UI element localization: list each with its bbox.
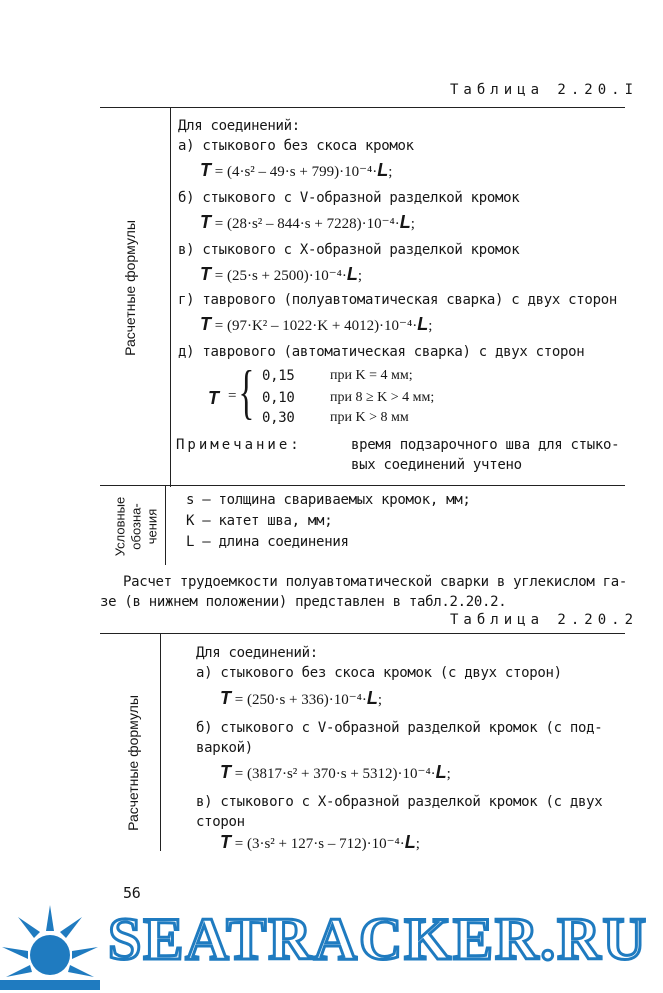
piecewise-t-symbol: T <box>208 388 219 408</box>
piecewise-condition-1: при K = 4 мм; <box>330 368 413 383</box>
table1-formula-b: T = (28·s² – 844·s + 7228)·10⁻⁴·L; <box>200 212 415 232</box>
table1-top-rule <box>100 107 625 108</box>
piecewise-brace: { <box>238 359 255 425</box>
paragraph-line2: зе (в нижнем положении) представлен в табл.2.20.2. <box>100 594 507 610</box>
table2-top-rule <box>100 633 625 634</box>
table1-formula-a: T = (4·s² – 49·s + 799)·10⁻⁴·L; <box>200 160 393 180</box>
table2-item-b-line2: варкой) <box>196 740 253 756</box>
table1-intro: Для соединений: <box>178 118 300 134</box>
table1-title: Таблица 2.20.I <box>450 82 639 98</box>
table1-legend-divider <box>165 485 166 565</box>
table2-item-a: а) стыкового без скоса кромок (с двух сторон) <box>196 665 562 681</box>
table2-formula-a: T = (250·s + 336)·10⁻⁴·L; <box>220 688 383 708</box>
table1-item-e: д) таврового (автоматическая сварка) с двух сторон <box>178 344 585 360</box>
paragraph-line1: Расчет трудоемкости полуавтоматической сварки в углекислом га- <box>123 574 627 590</box>
table1-note-line1: время подзарочного шва для стыко- <box>351 437 620 453</box>
piecewise-condition-2: при 8 ≥ K > 4 мм; <box>330 390 435 405</box>
piecewise-value-1: 0,15 <box>262 368 295 384</box>
legend-item-k: K – катет шва, мм; <box>186 513 333 529</box>
piecewise-value-3: 0,30 <box>262 410 295 426</box>
table1-legend-label-2: обозна- <box>128 503 144 550</box>
page-number: 56 <box>123 884 141 902</box>
table1-formula-c: T = (25·s + 2500)·10⁻⁴·L; <box>200 264 363 284</box>
piecewise-value-2: 0,10 <box>262 390 295 406</box>
table1-legend-label-3: чения <box>144 508 160 545</box>
table1-legend-label-1: Условные <box>112 496 128 557</box>
table1-legend-rule <box>100 485 625 486</box>
table2-side-label: Расчетные формулы <box>125 695 141 831</box>
table2-formula-b: T = (3817·s² + 370·s + 5312)·10⁻⁴·L; <box>220 762 451 782</box>
table2-item-b-line1: б) стыкового с V-образной разделкой кромок (с под- <box>196 720 603 736</box>
table1-note-line2: вых соединений учтено <box>351 457 522 473</box>
piecewise-equals: = <box>228 388 237 404</box>
table1-column-divider <box>170 107 171 487</box>
sun-logo-icon <box>0 895 100 990</box>
legend-item-s: s – толщина свариваемых кромок, мм; <box>186 492 471 508</box>
table2-intro: Для соединений: <box>196 645 318 661</box>
table1-item-d: г) таврового (полуавтоматическая сварка) с двух сторон <box>178 292 617 308</box>
legend-item-l: L – длина соединения <box>186 534 349 550</box>
table1-formula-d: T = (97·K² – 1022·K + 4012)·10⁻⁴·L; <box>200 314 433 334</box>
table1-note-label: Примечание: <box>176 437 302 453</box>
table1-item-a: а) стыкового без скоса кромок <box>178 138 414 154</box>
table2-item-c-line1: в) стыкового с X-образной разделкой кромок (с двух <box>196 794 603 810</box>
table2-column-divider <box>160 633 161 851</box>
table2-item-c-line2: сторон <box>196 814 245 830</box>
watermark-text: SEATRACKER.RU <box>108 906 648 972</box>
table1-side-label: Расчетные формулы <box>122 220 138 356</box>
table1-item-b: б) стыкового с V-образной разделкой кромок <box>178 190 520 206</box>
table1-item-c: в) стыкового с X-образной разделкой кромок <box>178 242 520 258</box>
table2-formula-c: T = (3·s² + 127·s – 712)·10⁻⁴·L; <box>220 832 420 852</box>
piecewise-condition-3: при K > 8 мм <box>330 410 409 425</box>
table2-title: Таблица 2.20.2 <box>450 612 639 628</box>
